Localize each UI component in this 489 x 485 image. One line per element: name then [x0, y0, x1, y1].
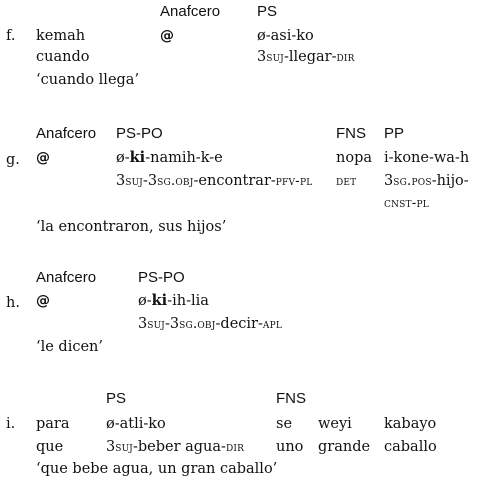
h-header-ps-po: PS-PO: [138, 269, 185, 286]
i-translation: ‘que bebe agua, un gran caballo’: [36, 461, 278, 477]
i-word-para: para: [36, 416, 70, 432]
g-noun-gloss: 3sg.pos-hijo-: [384, 173, 469, 189]
i-gloss-grande: grande: [318, 439, 371, 455]
f-gloss-cuando: cuando: [36, 49, 90, 65]
g-header-anafcero: Anafcero: [36, 125, 97, 142]
i-word-se: se: [276, 416, 293, 432]
i-gloss-que: que: [36, 439, 64, 455]
i-gloss-caballo: caballo: [384, 439, 437, 455]
i-word-weyi: weyi: [318, 416, 352, 432]
g-verb: ø-ki-namih-k-e: [116, 149, 223, 166]
f-word-kemah: kemah: [36, 28, 86, 44]
h-header-anafcero: Anafcero: [36, 269, 97, 286]
h-translation: ‘le dicen’: [36, 339, 104, 355]
g-header-fns: FNS: [336, 125, 366, 142]
i-gloss-uno: uno: [276, 439, 304, 455]
f-verb-gloss: 3suj-llegar-dir: [257, 49, 355, 65]
g-header-pp: PP: [384, 125, 405, 142]
f-anaphor-symbol: @: [160, 28, 174, 44]
h-verb-gloss: 3suj-3sg.obj-decir-apl: [138, 316, 283, 332]
i-verb-gloss: 3suj-beber agua-dir: [106, 439, 245, 455]
h-example-label: h.: [6, 295, 20, 311]
g-example-label: g.: [6, 152, 20, 168]
g-determiner: nopa: [336, 150, 372, 166]
f-translation: ‘cuando llega’: [36, 72, 140, 88]
i-verb: ø-atli-ko: [106, 416, 166, 432]
g-determiner-gloss: det: [336, 173, 357, 189]
i-word-kabayo: kabayo: [384, 416, 437, 432]
i-header-ps: PS: [106, 390, 127, 407]
g-noun: i-kone-wa-h: [384, 150, 470, 166]
h-verb: ø-ki-ih-lia: [138, 292, 209, 309]
g-verb-gloss: 3suj-3sg.obj-encontrar-pfv-pl: [116, 173, 313, 189]
i-header-fns: FNS: [276, 390, 306, 407]
f-example-label: f.: [6, 28, 16, 44]
f-header-anafcero: Anafcero: [160, 3, 221, 20]
g-header-ps-po: PS-PO: [116, 125, 163, 142]
f-header-ps: PS: [257, 3, 278, 20]
g-noun-gloss-continued: cnst-pl: [384, 195, 429, 211]
h-anaphor-symbol: @: [36, 293, 50, 309]
g-anaphor-symbol: @: [36, 150, 50, 166]
f-verb: ø-asi-ko: [257, 28, 314, 44]
i-example-label: i.: [6, 416, 16, 432]
g-translation: ‘la encontraron, sus hijos’: [36, 219, 227, 235]
